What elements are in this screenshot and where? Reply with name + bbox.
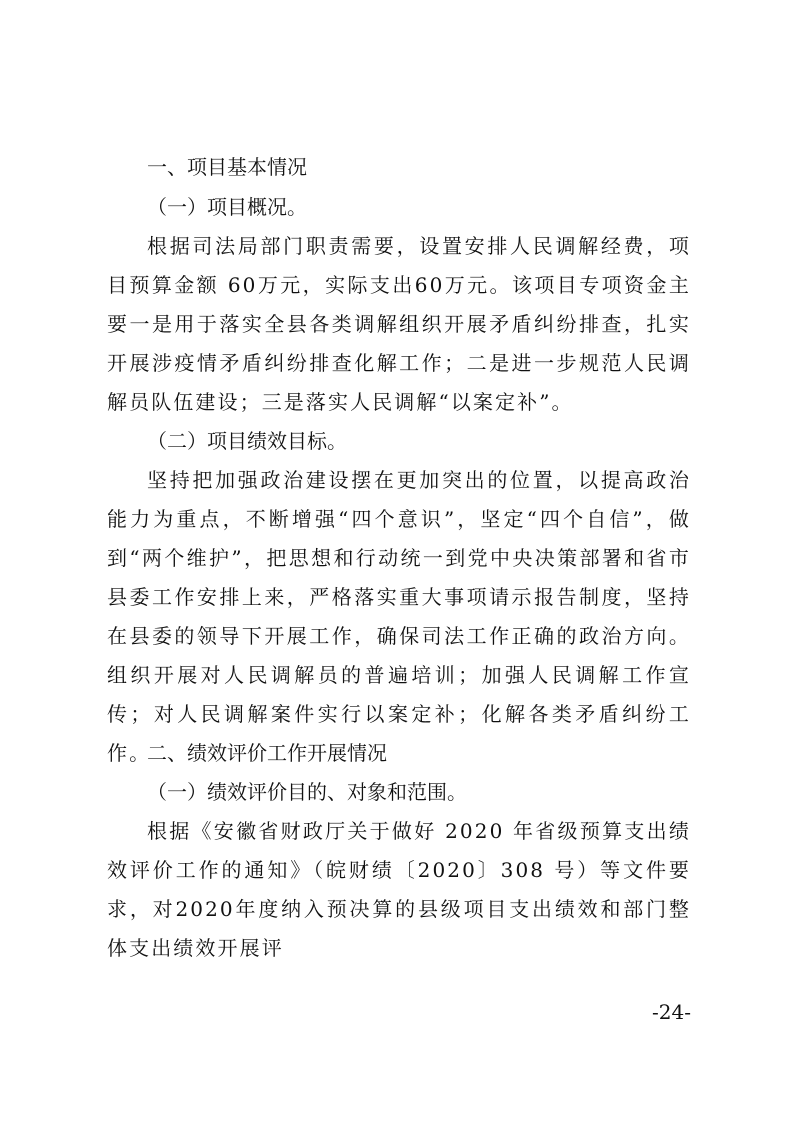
section-heading-1: 一、项目基本情况 [147,155,307,179]
paragraph-evaluation-scope: 根据《安徽省财政厅关于做好 2020 年省级预算支出绩效评价工作的通知》（皖财绩〔2020〕308 号）等文件要求，对2020年度纳入预决算的县级项目支出绩效和部门整体支出绩效开展评 [107,819,691,960]
page-number: -24- [652,1000,691,1024]
section-heading-2: 二、绩效评价工作开展情况 [147,741,387,765]
subsection-heading-2-1: （一）绩效评价目的、对象和范围。 [147,780,467,804]
paragraph-performance-goals: 坚持把加强政治建设摆在更加突出的位置，以提高政治能力为重点，不断增强“四个意识”，坚定“四个自信”，做到“两个维护”，把思想和行动统一到党中央决策部署和省市县委工作安排上来，严格落实重大事项请示报告制度，坚持在县委的领导下开展工作，确保司法工作正确的政治方向。组织开展对人民调解员的普遍培训；加强人民调解工作宣传；对人民调解案件实行以案定补；化解各类矛盾纠纷工作。 [107,468,691,765]
paragraph-project-overview: 根据司法局部门职责需要，设置安排人民调解经费，项目预算金额 60万元，实际支出60万元。该项目专项资金主要一是用于落实全县各类调解组织开展矛盾纠纷排查，扎实开展涉疫情矛盾纠纷排查化解工作；二是进一步规范人民调解员队伍建设；三是落实人民调解“以案定补”。 [107,234,691,414]
subsection-heading-1-2: （二）项目绩效目标。 [147,429,347,453]
subsection-heading-1-1: （一）项目概况。 [147,195,307,219]
